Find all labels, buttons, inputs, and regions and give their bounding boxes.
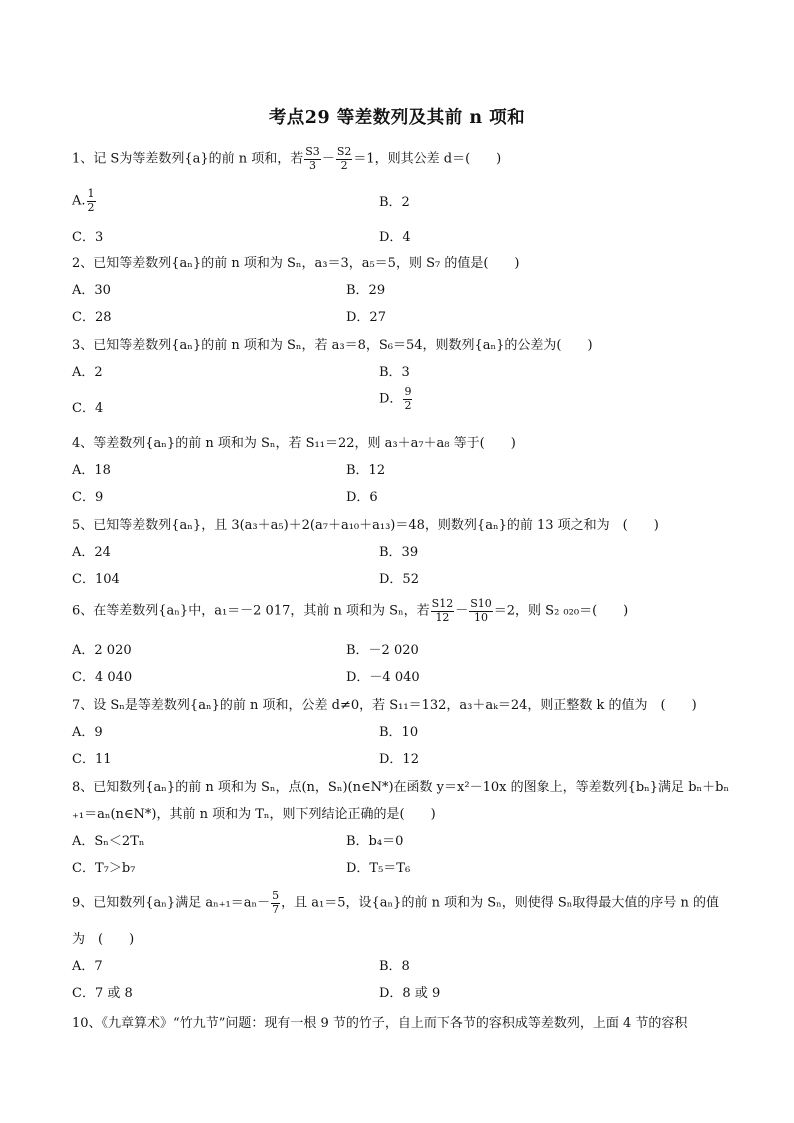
- q8-option-c: C．T₇＞b₇: [72, 861, 136, 876]
- q1-option-a-den: 2: [87, 200, 95, 214]
- question-3: 3、已知等差数列{aₙ}的前 n 项和为 Sₙ，若 a₃＝8，S₆＝54，则数列{aₙ}的公差为( ): [72, 338, 593, 353]
- q3-option-a: A．2: [72, 365, 103, 380]
- q6-frac2-den: 10: [474, 610, 488, 624]
- q9-text-a: 9、已知数列{aₙ}满足 aₙ₊₁＝aₙ－: [72, 895, 271, 911]
- q8-option-a: A．Sₙ＜2Tₙ: [72, 834, 145, 849]
- q9-option-c: C．7 或 8: [72, 986, 133, 1001]
- q2-option-b: B．29: [346, 283, 386, 298]
- q4-option-d: D．6: [346, 490, 378, 505]
- question-9: [72, 890, 732, 916]
- q6-option-d: D．－4 040: [346, 670, 420, 685]
- q6-text-a: 6、在等差数列{aₙ}中，a₁＝－2 017，其前 n 项和为 Sₙ，若: [72, 603, 430, 619]
- question-6: [72, 598, 732, 624]
- q8-option-d: D．T₅＝T₆: [346, 861, 411, 876]
- q1-text-d: －: [321, 151, 335, 167]
- q6-frac1-num: S12: [431, 597, 454, 610]
- q5-option-d: D．52: [379, 572, 419, 587]
- q9-text-b: ，且 a₁＝5，设{aₙ}的前 n 项和为 Sₙ，则使得 Sₙ取得最大值的序号 n 的值: [281, 895, 720, 911]
- q9-frac1-num: 5: [272, 889, 280, 902]
- q1-option-a-frac: [87, 188, 96, 214]
- question-5: 5、已知等差数列{aₙ}，且 3(a₃＋a₅)＋2(a₇＋a₁₀＋a₁₃)＝48，则数列{aₙ}的前 13 项之和为 ( ): [72, 518, 659, 533]
- question-10: 10、《九章算术》“竹九节”问题：现有一根 9 节的竹子，自上而下各节的容积成等差数列，上面 4 节的容积: [72, 1016, 688, 1031]
- q3-option-d-frac: [403, 386, 412, 412]
- q9-option-b: B．8: [379, 959, 410, 974]
- q6-text-b: －: [455, 603, 469, 619]
- q6-frac1-den: 12: [435, 610, 450, 624]
- q3-option-d-prefix: D．: [379, 391, 403, 407]
- q7-option-d: D．12: [379, 752, 419, 767]
- q6-frac2-num: S10: [470, 597, 492, 610]
- q1-text-b: 为等差数列{a: [119, 151, 201, 167]
- q1-option-d: D．4: [379, 230, 411, 245]
- q7-option-b: B．10: [379, 725, 419, 740]
- q1-frac1-den: 3: [309, 158, 317, 172]
- q7-option-c: C．11: [72, 752, 112, 767]
- q9-option-d: D．8 或 9: [379, 986, 441, 1001]
- question-8-line-2: ₊₁＝aₙ(n∈N*)，其前 n 项和为 Tₙ，则下列结论正确的是( ): [72, 807, 436, 822]
- q3-option-c: C．4: [72, 401, 104, 416]
- q1-option-b: B．2: [379, 195, 410, 210]
- q1-text-a: 1、记 S: [72, 151, 120, 167]
- q3-option-d-num: 9: [404, 385, 412, 398]
- question-2: 2、已知等差数列{aₙ}的前 n 项和为 Sₙ，a₃＝3，a₅＝5，则 S₇ 的值是( ): [72, 256, 520, 271]
- question-1: [72, 146, 732, 172]
- q3-option-d: [379, 386, 413, 412]
- q5-option-b: B．39: [379, 545, 419, 560]
- q1-frac2-den: 2: [340, 158, 348, 172]
- q5-option-a: A．24: [72, 545, 111, 560]
- q1-frac2: [336, 146, 353, 172]
- q1-frac2-num: S2: [336, 145, 352, 158]
- q6-frac1: [431, 598, 455, 624]
- q6-option-b: B．－2 020: [346, 643, 419, 658]
- q1-text-e: ＝1，则其公差 d＝( ): [353, 151, 502, 167]
- question-9-line-2: 为 ( ): [72, 932, 135, 947]
- q1-option-a-prefix: A.: [72, 193, 86, 209]
- q1-option-a: [72, 188, 97, 214]
- page-title: 考点29 等差数列及其前 n 项和: [268, 108, 526, 128]
- q9-option-a: A．7: [72, 959, 103, 974]
- q8-option-b: B．b₄＝0: [346, 834, 404, 849]
- q4-option-c: C．9: [72, 490, 104, 505]
- q4-option-a: A．18: [72, 463, 111, 478]
- q4-option-b: B．12: [346, 463, 386, 478]
- q9-frac1: [271, 890, 280, 916]
- q6-option-c: C．4 040: [72, 670, 133, 685]
- q1-option-c: C．3: [72, 230, 104, 245]
- q1-frac1: [304, 146, 321, 172]
- q9-frac1-den: 7: [272, 902, 280, 916]
- q1-option-a-num: 1: [87, 187, 95, 200]
- q2-option-d: D．27: [346, 310, 386, 325]
- question-8-line-1: 8、已知数列{aₙ}的前 n 项和为 Sₙ，点(n，Sₙ)(n∈N*)在函数 y＝x²－10x 的图象上，等差数列{bₙ}满足 bₙ＋bₙ: [72, 780, 730, 795]
- q2-option-c: C．28: [72, 310, 112, 325]
- q3-option-d-den: 2: [404, 398, 412, 412]
- question-7: 7、设 Sₙ是等差数列{aₙ}的前 n 项和，公差 d≠0，若 S₁₁＝132，a₃＋aₖ＝24，则正整数 k 的值为 ( ): [72, 698, 697, 713]
- q5-option-c: C．104: [72, 572, 120, 587]
- question-4: 4、等差数列{aₙ}的前 n 项和为 Sₙ，若 S₁₁＝22，则 a₃＋a₇＋a₈ 等于( ): [72, 436, 516, 451]
- q3-option-b: B．3: [379, 365, 410, 380]
- q1-text-c: }的前 n 项和，若: [200, 151, 304, 167]
- q6-text-c: ＝2，则 S₂ ₀₂₀＝( ): [493, 603, 629, 619]
- q2-option-a: A．30: [72, 283, 111, 298]
- q1-frac1-num: S3: [305, 145, 320, 158]
- q7-option-a: A．9: [72, 725, 103, 740]
- q6-option-a: A．2 020: [72, 643, 132, 658]
- q6-frac2: [469, 598, 493, 624]
